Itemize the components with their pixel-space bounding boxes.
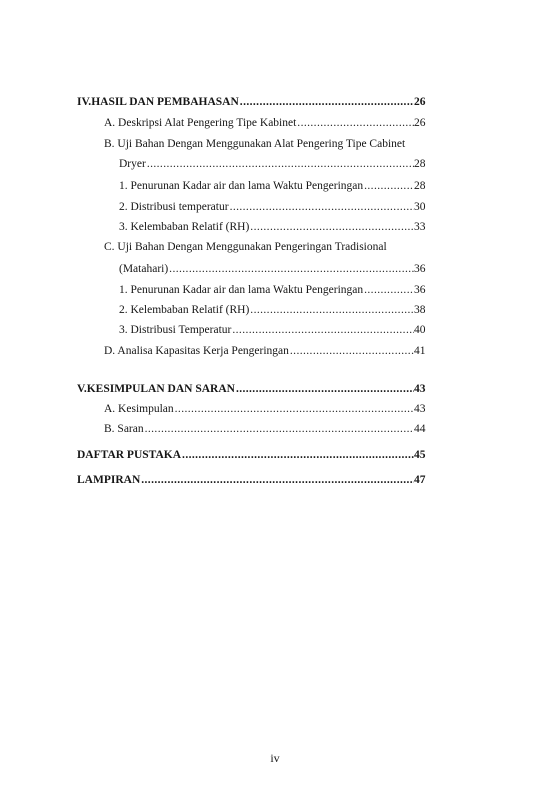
dot-leader xyxy=(250,304,414,316)
page-number-ref: 47 xyxy=(414,474,426,486)
toc-chapter-v xyxy=(77,383,415,395)
entry-label: 2. Kelembaban Relatif (RH) xyxy=(119,304,250,316)
toc-subentry xyxy=(119,201,415,213)
entry-label: 1. Penurunan Kadar air dan lama Waktu Pengeringan xyxy=(119,284,364,296)
dot-leader xyxy=(169,263,414,275)
footer-page-number: iv xyxy=(270,751,280,765)
toc-entry-line: B. Uji Bahan Dengan Menggunakan Alat Pengering Tipe Cabinet xyxy=(104,138,406,150)
entry-label: A. Deskripsi Alat Pengering Tipe Kabinet xyxy=(104,117,297,129)
toc-subentry xyxy=(119,324,415,336)
dot-leader xyxy=(230,201,414,213)
toc-subentry xyxy=(119,284,415,296)
entry-label: A. Kesimpulan xyxy=(104,403,174,415)
dot-leader xyxy=(145,423,414,435)
dot-leader xyxy=(364,284,414,296)
page-number-ref: 43 xyxy=(414,403,426,415)
dot-leader xyxy=(290,345,414,357)
toc-entry xyxy=(104,117,415,129)
page-number-ref: 45 xyxy=(414,449,426,461)
entry-label: 3. Distribusi Temperatur xyxy=(119,324,232,336)
page-number-ref: 28 xyxy=(414,158,426,170)
page-number-ref: 43 xyxy=(414,383,426,395)
chapter-title: HASIL DAN PEMBAHASAN xyxy=(91,96,239,108)
entry-label: Dryer xyxy=(119,158,146,170)
toc-lampiran xyxy=(77,474,415,486)
dot-leader xyxy=(147,158,414,170)
chapter-title: DAFTAR PUSTAKA xyxy=(77,449,182,461)
dot-leader xyxy=(175,403,414,415)
toc-entry xyxy=(119,263,415,275)
dot-leader xyxy=(364,180,414,192)
entry-label: D. Analisa Kapasitas Kerja Pengeringan xyxy=(104,345,289,357)
toc-subentry xyxy=(119,304,415,316)
chapter-title: LAMPIRAN xyxy=(77,474,141,486)
dot-leader xyxy=(141,474,414,486)
entry-label: 3. Kelembaban Relatif (RH) xyxy=(119,221,250,233)
page-number-ref: 28 xyxy=(414,180,426,192)
toc-entry-line: C. Uji Bahan Dengan Menggunakan Pengeringan Tradisional xyxy=(104,241,387,253)
page-number-ref: 33 xyxy=(414,221,426,233)
page-number-ref: 30 xyxy=(414,201,426,213)
dot-leader xyxy=(236,383,414,395)
entry-label: 2. Distribusi temperatur xyxy=(119,201,229,213)
entry-label: (Matahari) xyxy=(119,263,169,275)
page-number-ref: 40 xyxy=(414,324,426,336)
toc-entry xyxy=(104,403,415,415)
entry-label: 1. Penurunan Kadar air dan lama Waktu Pengeringan xyxy=(119,180,364,192)
page-number-ref: 41 xyxy=(414,345,426,357)
chapter-number: V. xyxy=(77,383,87,395)
toc-subentry xyxy=(119,221,415,233)
page-number-ref: 38 xyxy=(414,304,426,316)
dot-leader xyxy=(182,449,414,461)
dot-leader xyxy=(250,221,414,233)
toc-entry xyxy=(119,158,415,170)
toc-entry xyxy=(104,423,415,435)
chapter-title: KESIMPULAN DAN SARAN xyxy=(86,383,235,395)
page-number-ref: 44 xyxy=(414,423,426,435)
toc-daftar-pustaka xyxy=(77,449,415,461)
page-number-ref: 36 xyxy=(414,284,426,296)
entry-label: B. Saran xyxy=(104,423,144,435)
page-number-ref: 26 xyxy=(414,96,426,108)
dot-leader xyxy=(232,324,414,336)
toc-chapter-iv xyxy=(77,96,415,108)
chapter-number: IV. xyxy=(77,96,92,108)
page-number-ref: 26 xyxy=(414,117,426,129)
toc-subentry xyxy=(119,180,415,192)
page-number-ref: 36 xyxy=(414,263,426,275)
dot-leader xyxy=(240,96,414,108)
dot-leader xyxy=(297,117,414,129)
toc-entry xyxy=(104,345,415,357)
